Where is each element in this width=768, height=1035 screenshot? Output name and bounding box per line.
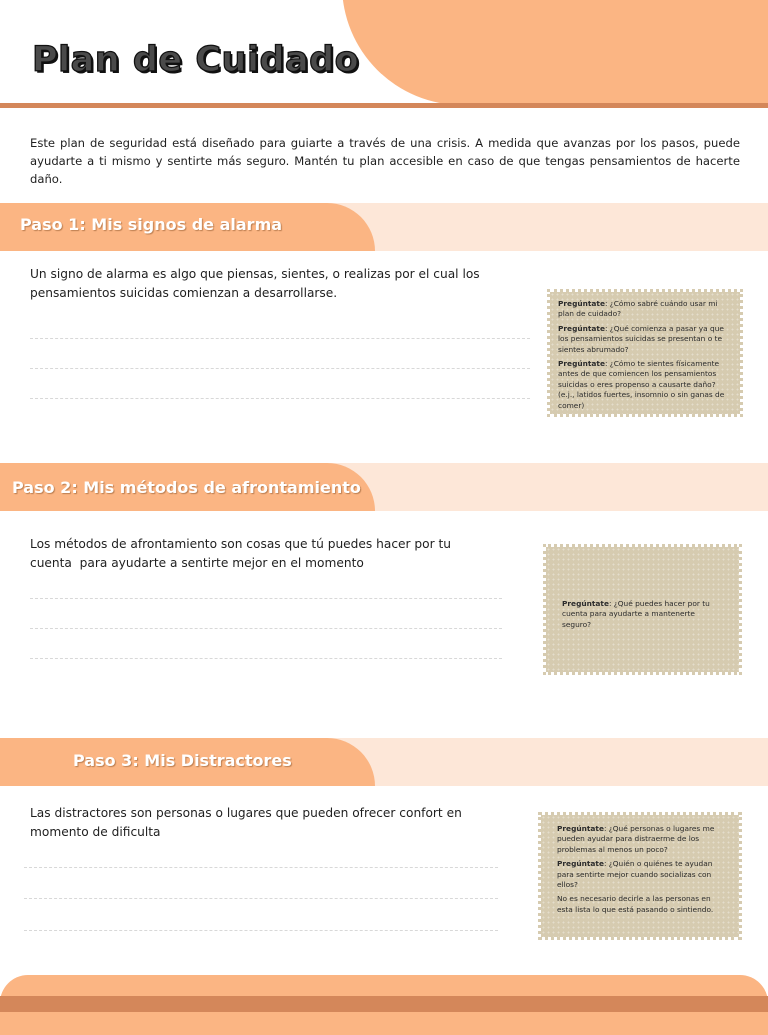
step1-answer-line[interactable] bbox=[30, 338, 530, 339]
prompt-item: Pregúntate: ¿Qué comienza a pasar ya que los pensamientos suicidas se presentan o te sientes abrumado? bbox=[558, 323, 724, 354]
prompt-item: Pregúntate: ¿Quién o quiénes te ayudan para sentirte mejor cuando socializas con ellos? bbox=[557, 859, 713, 890]
step1-answer-line[interactable] bbox=[30, 368, 530, 369]
step1-prompt-card bbox=[550, 292, 740, 414]
header-divider bbox=[0, 103, 768, 108]
step2-answer-line[interactable] bbox=[30, 598, 502, 599]
step2-answer-line[interactable] bbox=[30, 658, 502, 659]
step3-answer-line[interactable] bbox=[24, 898, 498, 899]
header-decoration bbox=[342, 0, 768, 105]
prompt-item: Pregúntate: ¿Cómo sabré cuándo usar mi plan de cuidado? bbox=[558, 299, 718, 319]
step3-description: Las distractores son personas o lugares que pueden ofrecer confort en momento de dificulta bbox=[30, 806, 462, 839]
step3-answer-line[interactable] bbox=[24, 867, 498, 868]
step1-description: Un signo de alarma es algo que piensas, sientes, o realizas por el cual los pensamientos suicidas comienzan a desarrollarse. bbox=[30, 267, 480, 300]
page-title: Plan de Cuidado bbox=[32, 40, 360, 80]
step2-description: Los métodos de afrontamiento son cosas que tú puedes hacer por tu cuenta para ayudarte a sentirte mejor en el momento bbox=[30, 537, 455, 570]
step3-title: Paso 3: Mis Distractores bbox=[73, 751, 292, 770]
prompt-item: No es necesario decirle a las personas en esta lista lo que está pasando o sintiendo. bbox=[557, 894, 714, 914]
step3-prompt-card bbox=[541, 815, 739, 937]
intro-paragraph: Este plan de seguridad está diseñado para guiarte a través de una crisis. A medida que avanzas por los pasos, puede ayudarte a ti mismo y sentirte más seguro. Mantén tu plan accesible en caso de que tengas pensamientos de hacerte daño. bbox=[30, 136, 740, 186]
prompt-item: Pregúntate: ¿Cómo te sientes físicamente antes de que comiencen los pensamientos suicidas o eres propenso a causarte daño? (e.j., latidos fuertes, insomnio o sin ganas de comer) bbox=[558, 359, 725, 410]
footer-stripe bbox=[0, 996, 768, 1012]
step2-answer-line[interactable] bbox=[30, 628, 502, 629]
step1-title: Paso 1: Mis signos de alarma bbox=[20, 215, 283, 234]
step2-prompt-card bbox=[546, 547, 739, 672]
step1-answer-line[interactable] bbox=[30, 398, 530, 399]
footer-bottom bbox=[0, 1012, 768, 1024]
prompt-item: Pregúntate: ¿Qué puedes hacer por tu cuenta para ayudarte a mantenerte seguro? bbox=[562, 599, 710, 629]
step2-title: Paso 2: Mis métodos de afrontamiento bbox=[12, 478, 361, 497]
prompt-item: Pregúntate: ¿Qué personas o lugares me pueden ayudar para distraerme de los problemas al menos un poco? bbox=[557, 824, 715, 854]
step3-answer-line[interactable] bbox=[24, 930, 498, 931]
